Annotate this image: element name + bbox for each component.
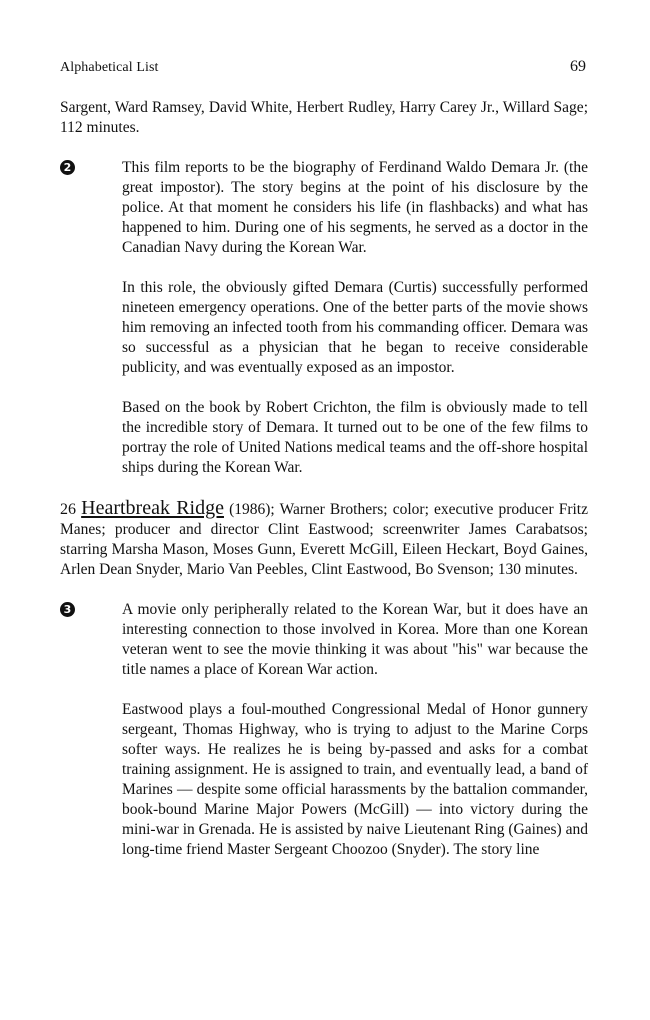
entry-title: Heartbreak Ridge (81, 497, 224, 519)
rating-badge: 3 (60, 602, 75, 617)
entry-2-review (60, 600, 588, 860)
entry-2-heading (60, 498, 588, 580)
rating-badge: 2 (60, 160, 75, 175)
entry-credits: (1986); Warner Brothers; color; executive producer Fritz Manes; producer and director Clint Eastwood; screenwriter James Carabatsos; starring Marsha Mason, Moses Gunn, Everett McGill, Eileen Heckart, Boyd Gaines, Arlen Dean Snyder, Mario Van Peebles, Clint Eastwood, Bo Svenson; 130 minutes. (60, 501, 588, 578)
book-page (60, 58, 588, 860)
review-paragraph: This film reports to be the biography of Ferdinand Waldo Demara Jr. (the great impostor). The story begins at the point of his disclosure by the police. At that moment he considers his life (in flashbacks) and what has happened to him. During one of his segments, he served as a doctor in the Canadian Navy during the Korean War. (122, 159, 588, 256)
review-paragraph: A movie only peripherally related to the Korean War, but it does have an interesting connection to those involved in Korea. More than one Korean veteran went to see the movie thinking it was about "his" war because the title names a place of Korean War action. (122, 601, 588, 678)
running-title: Alphabetical List (60, 60, 159, 75)
entry-1-review (60, 158, 588, 478)
page-header (60, 58, 588, 78)
entry-number: 26 (60, 501, 76, 518)
review-paragraph: Based on the book by Robert Crichton, the film is obviously made to tell the incredible story of Demara. It turned out to be one of the few films to portray the role of United Nations medical teams and the off-shore hospital ships during the Korean War. (122, 399, 588, 476)
review-paragraph: In this role, the obviously gifted Demara (Curtis) successfully performed nineteen emergency operations. One of the better parts of the movie shows him removing an infected tooth from his commanding officer. Demara was so successful as a physician that he began to receive considerable publicity, and was eventually exposed as an impostor. (122, 279, 588, 376)
page-number: 69 (570, 58, 586, 75)
continued-credits: Sargent, Ward Ramsey, David White, Herbert Rudley, Harry Carey Jr., Willard Sage; 112 minutes. (60, 99, 588, 136)
review-paragraph: Eastwood plays a foul-mouthed Congressional Medal of Honor gunnery sergeant, Thomas Highway, who is trying to adjust to the Marine Corps softer ways. He realizes he is being by-passed and asks for a combat training assignment. He is assigned to train, and eventually lead, a band of Marines — despite some official harassments by the battalion commander, book-bound Marine Major Powers (McGill) — into victory during the mini-war in Grenada. He is assisted by naive Lieutenant Ring (Gaines) and long-time friend Master Sergeant Choozoo (Snyder). The story line (122, 701, 588, 858)
